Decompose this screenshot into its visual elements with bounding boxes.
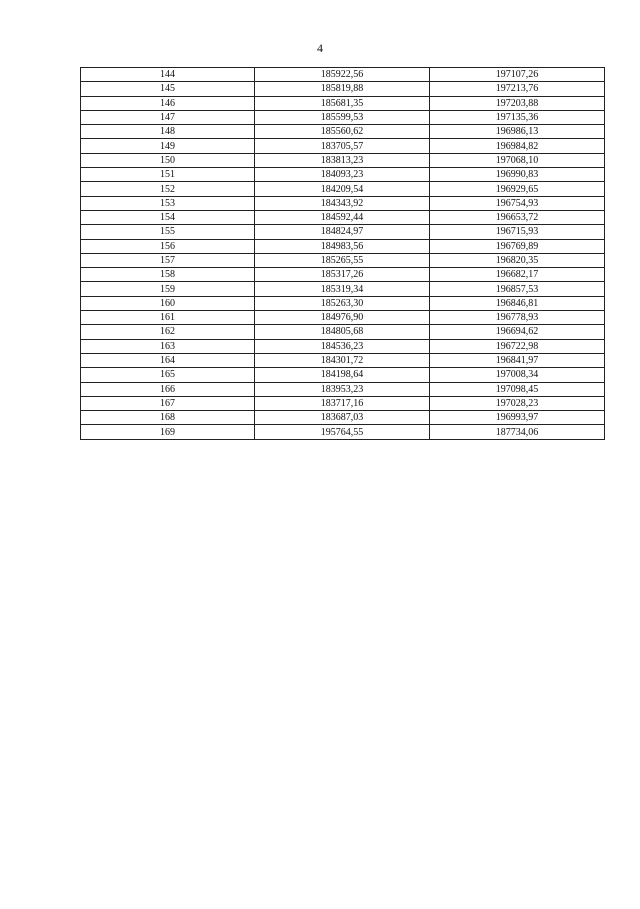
- y-coordinate-cell: 197107,26: [430, 68, 605, 82]
- point-number-cell: 146: [81, 96, 255, 110]
- x-coordinate-cell: 183687,03: [255, 411, 430, 425]
- y-coordinate-cell: 196857,53: [430, 282, 605, 296]
- table-row: [81, 82, 605, 96]
- point-number-cell: 160: [81, 296, 255, 310]
- point-number-cell: 165: [81, 368, 255, 382]
- table-row: [81, 282, 605, 296]
- y-coordinate-cell: 197213,76: [430, 82, 605, 96]
- y-coordinate-cell: 196694,62: [430, 325, 605, 339]
- x-coordinate-cell: 185319,34: [255, 282, 430, 296]
- point-number-cell: 161: [81, 311, 255, 325]
- point-number-cell: 151: [81, 168, 255, 182]
- coordinates-table-body: [81, 68, 605, 440]
- table-row: [81, 239, 605, 253]
- table-row: [81, 368, 605, 382]
- y-coordinate-cell: 196841,97: [430, 353, 605, 367]
- table-row: [81, 396, 605, 410]
- x-coordinate-cell: 185681,35: [255, 96, 430, 110]
- x-coordinate-cell: 184983,56: [255, 239, 430, 253]
- y-coordinate-cell: 196653,72: [430, 210, 605, 224]
- point-number-cell: 144: [81, 68, 255, 82]
- y-coordinate-cell: 197135,36: [430, 110, 605, 124]
- y-coordinate-cell: 196778,93: [430, 311, 605, 325]
- point-number-cell: 164: [81, 353, 255, 367]
- x-coordinate-cell: 183953,23: [255, 382, 430, 396]
- point-number-cell: 163: [81, 339, 255, 353]
- table-row: [81, 210, 605, 224]
- point-number-cell: 147: [81, 110, 255, 124]
- y-coordinate-cell: 196984,82: [430, 139, 605, 153]
- x-coordinate-cell: 185317,26: [255, 268, 430, 282]
- y-coordinate-cell: 196993,97: [430, 411, 605, 425]
- point-number-cell: 168: [81, 411, 255, 425]
- x-coordinate-cell: 184536,23: [255, 339, 430, 353]
- table-row: [81, 353, 605, 367]
- x-coordinate-cell: 184301,72: [255, 353, 430, 367]
- point-number-cell: 166: [81, 382, 255, 396]
- x-coordinate-cell: 185819,88: [255, 82, 430, 96]
- y-coordinate-cell: 196846,81: [430, 296, 605, 310]
- x-coordinate-cell: 185263,30: [255, 296, 430, 310]
- point-number-cell: 157: [81, 253, 255, 267]
- point-number-cell: 150: [81, 153, 255, 167]
- x-coordinate-cell: 184198,64: [255, 368, 430, 382]
- y-coordinate-cell: 196986,13: [430, 125, 605, 139]
- y-coordinate-cell: 197028,23: [430, 396, 605, 410]
- table-row: [81, 425, 605, 439]
- y-coordinate-cell: 196820,35: [430, 253, 605, 267]
- point-number-cell: 149: [81, 139, 255, 153]
- table-row: [81, 311, 605, 325]
- y-coordinate-cell: 196715,93: [430, 225, 605, 239]
- point-number-cell: 156: [81, 239, 255, 253]
- x-coordinate-cell: 184805,68: [255, 325, 430, 339]
- table-row: [81, 196, 605, 210]
- y-coordinate-cell: 197203,88: [430, 96, 605, 110]
- table-row: [81, 268, 605, 282]
- x-coordinate-cell: 184093,23: [255, 168, 430, 182]
- x-coordinate-cell: 195764,55: [255, 425, 430, 439]
- y-coordinate-cell: 196754,93: [430, 196, 605, 210]
- x-coordinate-cell: 184209,54: [255, 182, 430, 196]
- x-coordinate-cell: 184592,44: [255, 210, 430, 224]
- x-coordinate-cell: 185560,62: [255, 125, 430, 139]
- table-row: [81, 110, 605, 124]
- x-coordinate-cell: 183717,16: [255, 396, 430, 410]
- table-row: [81, 153, 605, 167]
- point-number-cell: 159: [81, 282, 255, 296]
- point-number-cell: 148: [81, 125, 255, 139]
- point-number-cell: 167: [81, 396, 255, 410]
- point-number-cell: 158: [81, 268, 255, 282]
- table-row: [81, 96, 605, 110]
- table-row: [81, 68, 605, 82]
- point-number-cell: 152: [81, 182, 255, 196]
- point-number-cell: 145: [81, 82, 255, 96]
- table-row: [81, 296, 605, 310]
- page-number: 4: [317, 41, 323, 55]
- point-number-cell: 162: [81, 325, 255, 339]
- table-row: [81, 139, 605, 153]
- point-number-cell: 169: [81, 425, 255, 439]
- table-row: [81, 411, 605, 425]
- y-coordinate-cell: 197068,10: [430, 153, 605, 167]
- coordinates-table: [80, 67, 605, 440]
- x-coordinate-cell: 184976,90: [255, 311, 430, 325]
- y-coordinate-cell: 197098,45: [430, 382, 605, 396]
- table-row: [81, 168, 605, 182]
- y-coordinate-cell: 197008,34: [430, 368, 605, 382]
- table-row: [81, 325, 605, 339]
- y-coordinate-cell: 196990,83: [430, 168, 605, 182]
- table-row: [81, 339, 605, 353]
- y-coordinate-cell: 187734,06: [430, 425, 605, 439]
- y-coordinate-cell: 196929,65: [430, 182, 605, 196]
- x-coordinate-cell: 183705,57: [255, 139, 430, 153]
- x-coordinate-cell: 185265,55: [255, 253, 430, 267]
- point-number-cell: 155: [81, 225, 255, 239]
- x-coordinate-cell: 183813,23: [255, 153, 430, 167]
- table-row: [81, 225, 605, 239]
- point-number-cell: 153: [81, 196, 255, 210]
- y-coordinate-cell: 196682,17: [430, 268, 605, 282]
- table-row: [81, 382, 605, 396]
- x-coordinate-cell: 184824,97: [255, 225, 430, 239]
- table-row: [81, 253, 605, 267]
- y-coordinate-cell: 196722,98: [430, 339, 605, 353]
- point-number-cell: 154: [81, 210, 255, 224]
- y-coordinate-cell: 196769,89: [430, 239, 605, 253]
- x-coordinate-cell: 185599,53: [255, 110, 430, 124]
- table-row: [81, 125, 605, 139]
- x-coordinate-cell: 184343,92: [255, 196, 430, 210]
- x-coordinate-cell: 185922,56: [255, 68, 430, 82]
- table-row: [81, 182, 605, 196]
